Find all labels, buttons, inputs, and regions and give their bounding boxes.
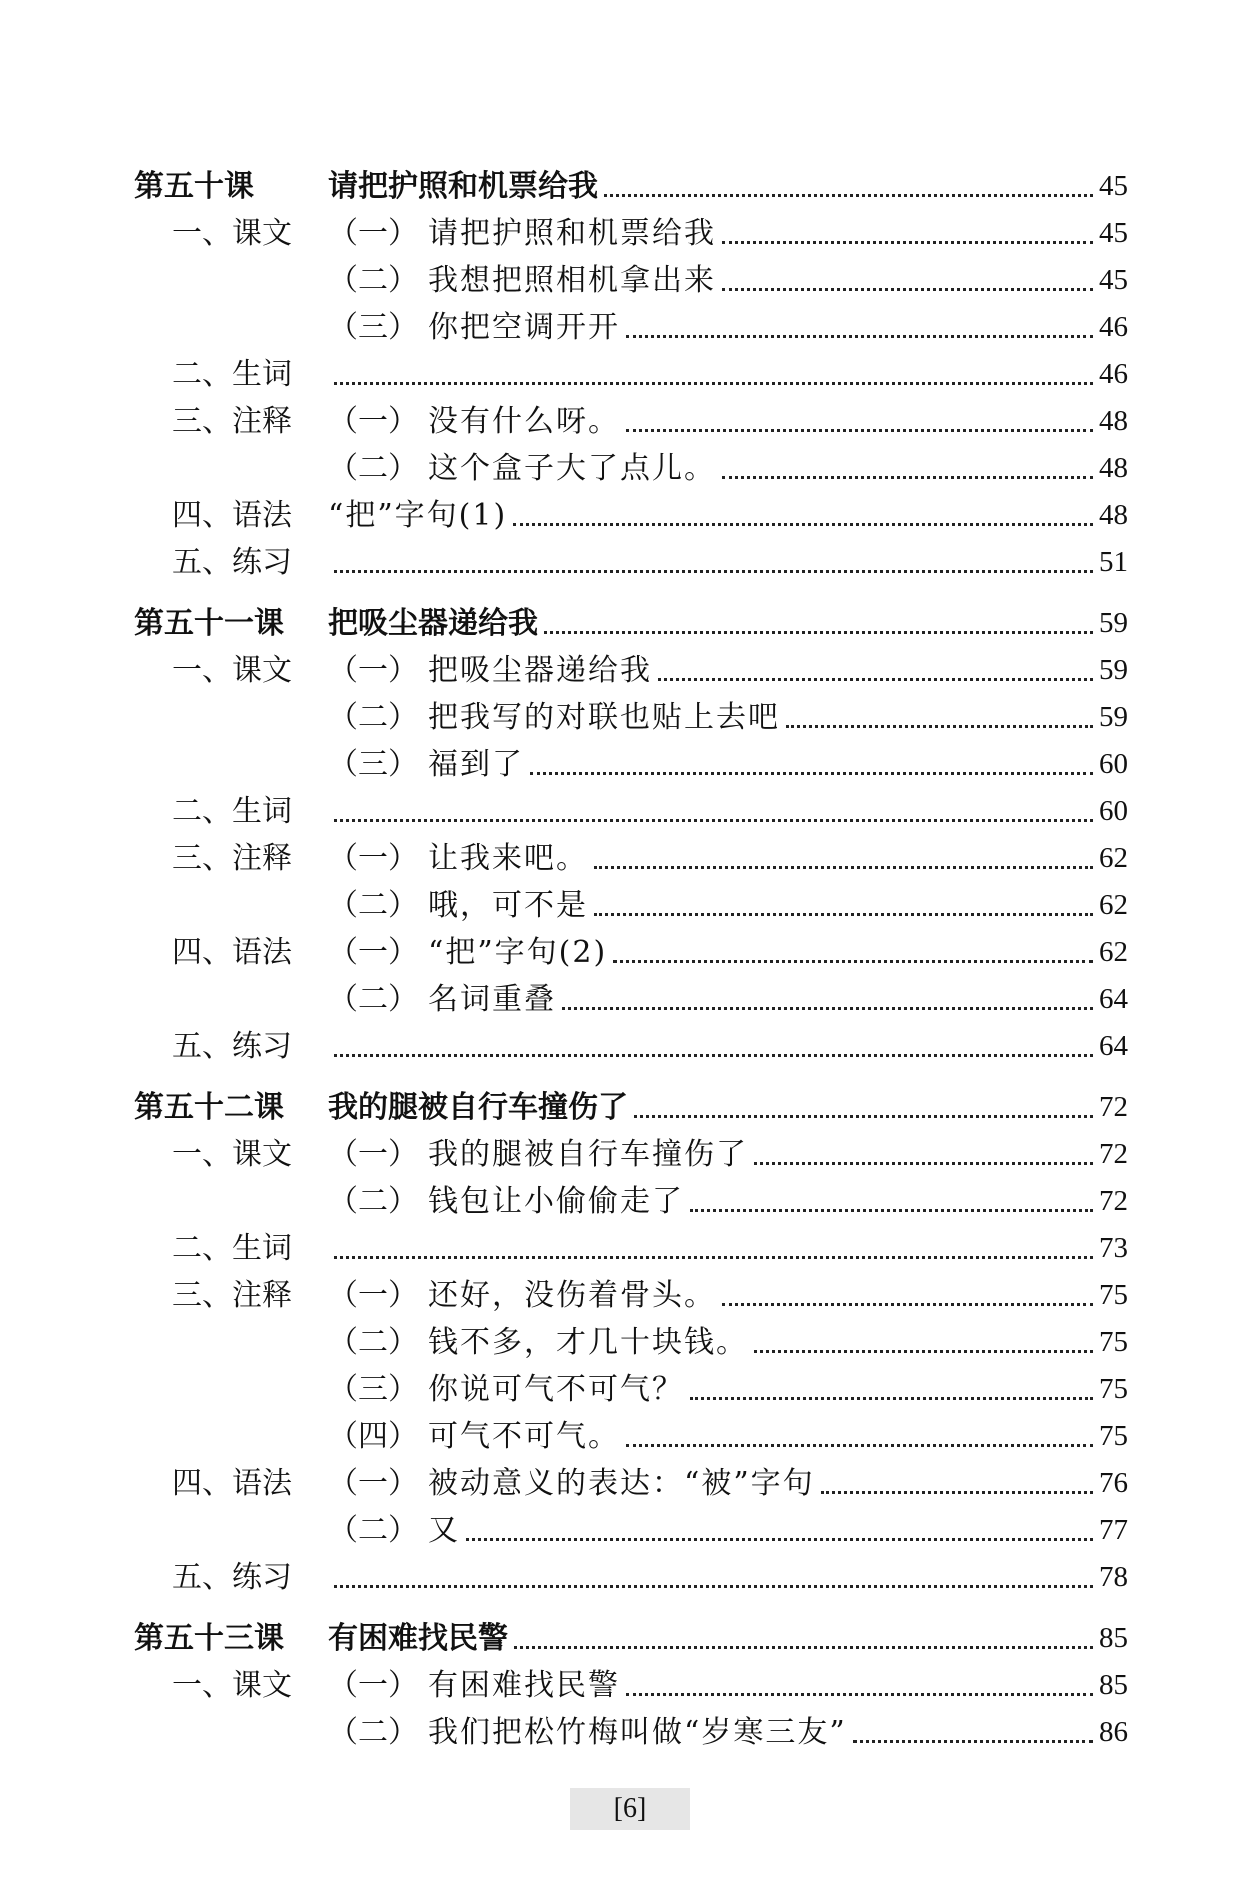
toc-entry-row[interactable] [134, 1709, 1128, 1756]
entry-title: 名词重叠 [428, 982, 556, 1017]
subsection-number: （一） [328, 1466, 418, 1501]
entry-text [328, 1178, 684, 1225]
subsection-number: （一） [328, 935, 418, 970]
toc-entry-row[interactable] [134, 1272, 1128, 1319]
page-number: 75 [1099, 1373, 1128, 1405]
toc-entry-row[interactable] [134, 976, 1128, 1023]
entry-title: “把”字句(2) [428, 935, 608, 970]
subsection-number: （一） [328, 1137, 418, 1172]
page-number: 46 [1099, 358, 1128, 390]
section-label: 三、注释 [172, 841, 292, 876]
dot-leader [658, 678, 1093, 681]
toc-lesson-row[interactable] [134, 1612, 1128, 1662]
toc-entry-row[interactable] [134, 929, 1128, 976]
page-number: 62 [1099, 842, 1128, 874]
subsection-number: （二） [328, 1715, 418, 1750]
entry-text [328, 647, 652, 694]
toc-entry-row[interactable] [134, 647, 1128, 694]
page-number: 45 [1099, 170, 1128, 202]
entry-title: 这个盒子大了点儿。 [428, 451, 716, 486]
entry-text [328, 600, 538, 647]
page-number: 73 [1099, 1232, 1128, 1264]
entry-text [328, 1507, 460, 1554]
subsection-number: （二） [328, 451, 418, 486]
dot-leader [514, 1646, 1093, 1649]
dot-leader [754, 1350, 1093, 1353]
entry-text [328, 304, 620, 351]
dot-leader [722, 241, 1093, 244]
entry-title: 把吸尘器递给我 [428, 653, 652, 688]
section-label: 四、语法 [172, 935, 292, 970]
entry-text [328, 1084, 628, 1131]
entry-title: 被动意义的表达：“被”字句 [428, 1466, 815, 1501]
section-label: 五、练习 [172, 1560, 292, 1595]
toc-entry-row[interactable] [134, 210, 1128, 257]
lesson-number: 第五十课 [134, 169, 254, 204]
page-number: 76 [1099, 1467, 1128, 1499]
toc-entry-row[interactable] [134, 1507, 1128, 1554]
entry-text [328, 1319, 748, 1366]
entry-title: “把”字句(1) [328, 498, 508, 533]
subsection-number: （二） [328, 1513, 418, 1548]
toc-lesson-row[interactable] [134, 597, 1128, 647]
toc-entry-row[interactable] [134, 788, 1128, 835]
entry-text [328, 1366, 684, 1413]
section-label: 三、注释 [172, 404, 292, 439]
page-number: 59 [1099, 701, 1128, 733]
page-number: 78 [1099, 1561, 1128, 1593]
section-label: 二、生词 [172, 794, 292, 829]
subsection-number: （二） [328, 1325, 418, 1360]
entry-title: 又 [428, 1513, 460, 1548]
entry-text [328, 976, 556, 1023]
subsection-number: （二） [328, 888, 418, 923]
page-number: 48 [1099, 405, 1128, 437]
subsection-number: （四） [328, 1419, 418, 1454]
entry-title: 钱包让小偷偷走了 [428, 1184, 684, 1219]
page-number: 45 [1099, 264, 1128, 296]
page-number: 64 [1099, 1030, 1128, 1062]
dot-leader [334, 1585, 1093, 1588]
page-number: 72 [1099, 1185, 1128, 1217]
page-number: 75 [1099, 1279, 1128, 1311]
dot-leader [722, 288, 1093, 291]
toc-entry-row[interactable] [134, 1413, 1128, 1460]
entry-title: 福到了 [428, 747, 524, 782]
dot-leader [722, 1303, 1093, 1306]
toc-entry-row[interactable] [134, 304, 1128, 351]
toc-entry-row[interactable] [134, 492, 1128, 539]
page-number: 48 [1099, 499, 1128, 531]
entry-text [328, 445, 716, 492]
dot-leader [626, 429, 1093, 432]
toc-entry-row[interactable] [134, 882, 1128, 929]
dot-leader [690, 1397, 1093, 1400]
toc-entry-row[interactable] [134, 1225, 1128, 1272]
subsection-number: （一） [328, 404, 418, 439]
dot-leader [466, 1538, 1093, 1541]
entry-text [328, 257, 716, 304]
section-label: 二、生词 [172, 1231, 292, 1266]
subsection-number: （一） [328, 1278, 418, 1313]
dot-leader [544, 631, 1093, 634]
entry-text [328, 163, 598, 210]
dot-leader [594, 866, 1093, 869]
page-number: 45 [1099, 217, 1128, 249]
section-label: 三、注释 [172, 1278, 292, 1313]
toc-entry-row[interactable] [134, 445, 1128, 492]
entry-title: 你把空调开开 [428, 310, 620, 345]
toc-entry-row[interactable] [134, 1662, 1128, 1709]
page-number: 85 [1099, 1669, 1128, 1701]
subsection-number: （一） [328, 653, 418, 688]
page-number: 72 [1099, 1138, 1128, 1170]
entry-title: 没有什么呀。 [428, 404, 620, 439]
dot-leader [821, 1491, 1093, 1494]
dot-leader [626, 1444, 1093, 1447]
toc-entry-row[interactable] [134, 1131, 1128, 1178]
page-number: 60 [1099, 748, 1128, 780]
page-number: 51 [1099, 546, 1128, 578]
toc-entry-row[interactable] [134, 257, 1128, 304]
dot-leader [853, 1740, 1093, 1743]
dot-leader [722, 476, 1093, 479]
toc-entry-row[interactable] [134, 1319, 1128, 1366]
page-number: 77 [1099, 1514, 1128, 1546]
page-number: 59 [1099, 607, 1128, 639]
entry-title: 我的腿被自行车撞伤了 [428, 1137, 748, 1172]
lesson-number: 第五十三课 [134, 1621, 284, 1656]
toc-entry-row[interactable] [134, 1460, 1128, 1507]
entry-text [328, 694, 780, 741]
toc-lesson-row[interactable] [134, 1081, 1128, 1131]
lesson-number: 第五十二课 [134, 1090, 284, 1125]
section-label: 二、生词 [172, 357, 292, 392]
dot-leader [786, 725, 1093, 728]
entry-title: 可气不可气。 [428, 1419, 620, 1454]
dot-leader [530, 772, 1093, 775]
entry-text [328, 492, 507, 539]
page-number: 62 [1099, 936, 1128, 968]
entry-text [328, 741, 524, 788]
entry-title: 把我写的对联也贴上去吧 [428, 700, 780, 735]
dot-leader [513, 523, 1093, 526]
subsection-number: （三） [328, 1372, 418, 1407]
page-number: 72 [1099, 1091, 1128, 1123]
dot-leader [334, 1256, 1093, 1259]
dot-leader [562, 1007, 1093, 1010]
subsection-number: （二） [328, 1184, 418, 1219]
section-label: 四、语法 [172, 1466, 292, 1501]
entry-title: 让我来吧。 [428, 841, 588, 876]
toc-lesson-row[interactable] [134, 160, 1128, 210]
lesson-title: 请把护照和机票给我 [328, 169, 598, 204]
entry-title: 我们把松竹梅叫做“岁寒三友” [428, 1715, 847, 1750]
toc-entry-row[interactable] [134, 351, 1128, 398]
section-label: 五、练习 [172, 545, 292, 580]
dot-leader [334, 819, 1093, 822]
lesson-title: 我的腿被自行车撞伤了 [328, 1090, 628, 1125]
entry-title: 还好，没伤着骨头。 [428, 1278, 716, 1313]
subsection-number: （二） [328, 700, 418, 735]
toc-entry-row[interactable] [134, 398, 1128, 445]
dot-leader [613, 960, 1093, 963]
page-number: 86 [1099, 1716, 1128, 1748]
dot-leader [626, 335, 1093, 338]
section-label: 一、课文 [172, 1668, 292, 1703]
entry-text [328, 1709, 847, 1756]
entry-text [328, 835, 588, 882]
dot-leader [626, 1693, 1093, 1696]
dot-leader [690, 1209, 1093, 1212]
dot-leader [754, 1162, 1093, 1165]
page-number: 48 [1099, 452, 1128, 484]
toc-entry-row[interactable] [134, 539, 1128, 586]
toc-entry-row[interactable] [134, 741, 1128, 788]
subsection-number: （三） [328, 747, 418, 782]
entry-title: 我想把照相机拿出来 [428, 263, 716, 298]
section-label: 一、课文 [172, 653, 292, 688]
toc-entry-row[interactable] [134, 1178, 1128, 1225]
page-number: 75 [1099, 1326, 1128, 1358]
entry-title: 请把护照和机票给我 [428, 216, 716, 251]
entry-title: 钱不多，才几十块钱。 [428, 1325, 748, 1360]
toc-entry-row[interactable] [134, 1023, 1128, 1070]
page-number: 60 [1099, 795, 1128, 827]
subsection-number: （一） [328, 841, 418, 876]
table-of-contents [134, 160, 1128, 1756]
entry-text [328, 929, 607, 976]
toc-entry-row[interactable] [134, 1366, 1128, 1413]
page-number-footer: [6] [570, 1788, 690, 1830]
entry-text [328, 1272, 716, 1319]
entry-title: 你说可气不可气？ [428, 1372, 684, 1407]
page-number: 59 [1099, 654, 1128, 686]
entry-text [328, 1615, 508, 1662]
entry-text [328, 210, 716, 257]
dot-leader [334, 382, 1093, 385]
entry-text [328, 1662, 620, 1709]
page-number: 46 [1099, 311, 1128, 343]
entry-text [328, 882, 588, 929]
section-label: 五、练习 [172, 1029, 292, 1064]
toc-entry-row[interactable] [134, 694, 1128, 741]
dot-leader [594, 913, 1093, 916]
dot-leader [334, 1054, 1093, 1057]
subsection-number: （三） [328, 310, 418, 345]
entry-title: 有困难找民警 [428, 1668, 620, 1703]
toc-entry-row[interactable] [134, 1554, 1128, 1601]
subsection-number: （二） [328, 982, 418, 1017]
page-number: 64 [1099, 983, 1128, 1015]
subsection-number: （一） [328, 1668, 418, 1703]
lesson-title: 把吸尘器递给我 [328, 606, 538, 641]
dot-leader [334, 570, 1093, 573]
section-label: 四、语法 [172, 498, 292, 533]
dot-leader [604, 194, 1093, 197]
entry-text [328, 398, 620, 445]
page-number: 85 [1099, 1622, 1128, 1654]
entry-text [328, 1413, 620, 1460]
entry-text [328, 1460, 815, 1507]
page-number: 75 [1099, 1420, 1128, 1452]
toc-entry-row[interactable] [134, 835, 1128, 882]
entry-text [328, 1131, 748, 1178]
subsection-number: （一） [328, 216, 418, 251]
section-label: 一、课文 [172, 216, 292, 251]
section-label: 一、课文 [172, 1137, 292, 1172]
lesson-title: 有困难找民警 [328, 1621, 508, 1656]
dot-leader [634, 1115, 1093, 1118]
entry-title: 哦，可不是 [428, 888, 588, 923]
lesson-number: 第五十一课 [134, 606, 284, 641]
subsection-number: （二） [328, 263, 418, 298]
page-number: 62 [1099, 889, 1128, 921]
